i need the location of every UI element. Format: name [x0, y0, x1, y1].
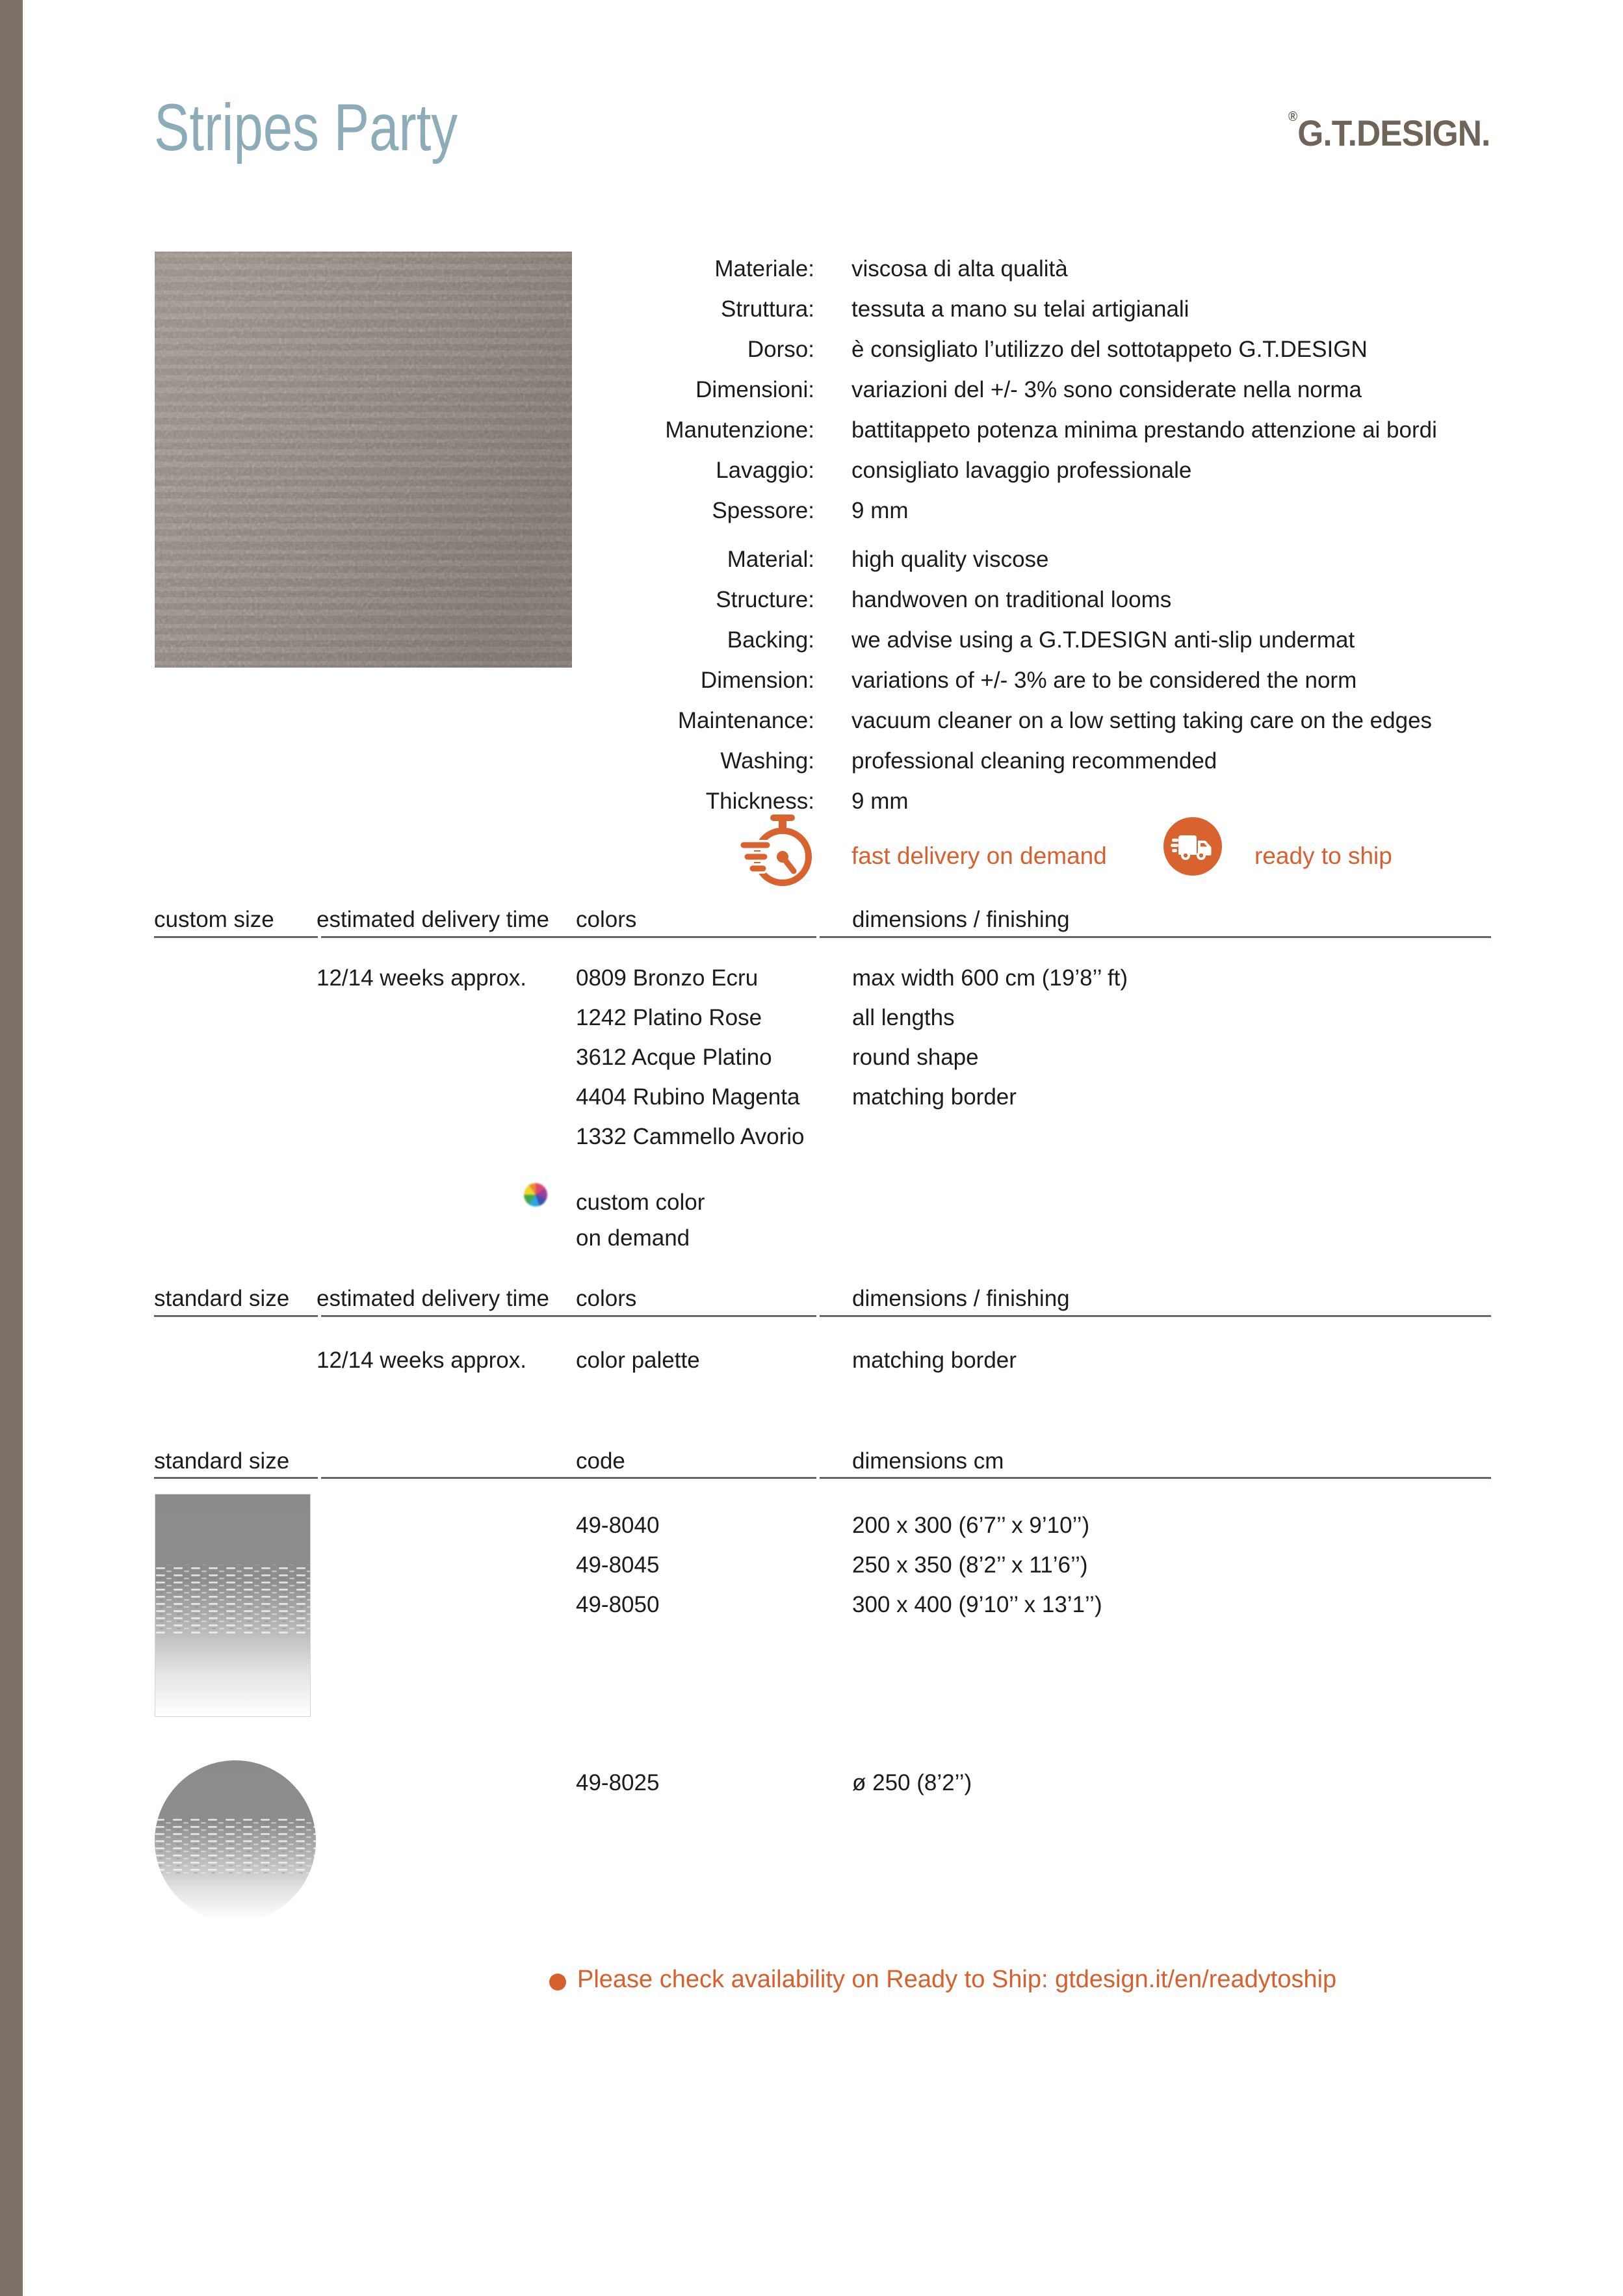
finishing-item: all lengths: [852, 1005, 955, 1030]
spec-row: Thickness: 9 mm: [705, 789, 909, 814]
color-item: 4404 Rubino Magenta: [576, 1084, 800, 1110]
spec-row: Spessore: 9 mm: [712, 498, 909, 523]
table-rule: [154, 1477, 1491, 1479]
header-colors: colors: [576, 1286, 637, 1311]
registered-mark: ®: [1288, 109, 1297, 124]
header-standard-size: standard size: [154, 1286, 290, 1311]
product-photo: [155, 252, 572, 668]
note-bullet-icon: [549, 1974, 566, 1990]
stopwatch-icon: [738, 811, 815, 891]
header-colors: colors: [576, 907, 637, 932]
left-accent-bar: [0, 0, 23, 2296]
header-standard-size: standard size: [154, 1448, 290, 1474]
spec-row: Dimension: variations of +/- 3% are to be considered the norm: [700, 668, 1357, 693]
header-dimensions-finishing: dimensions / finishing: [852, 1286, 1070, 1311]
round-dimension: ø 250 (8’2’’): [852, 1770, 972, 1795]
spec-row: Dorso: è consigliato l’utilizzo del sottotappeto G.T.DESIGN: [747, 337, 1368, 362]
color-item: 1242 Platino Rose: [576, 1005, 762, 1030]
code-item: 49-8045: [576, 1552, 660, 1578]
dimension-item: 250 x 350 (8’2’’ x 11’6’’): [852, 1552, 1088, 1578]
dimension-item: 300 x 400 (9’10’’ x 13’1’’): [852, 1592, 1102, 1617]
standard-colors: color palette: [576, 1348, 700, 1373]
color-item: 0809 Bronzo Ecru: [576, 965, 759, 991]
standard-finishing: matching border: [852, 1348, 1017, 1373]
size-dimensions: [852, 1506, 1102, 1624]
spec-row: Material: high quality viscose: [727, 547, 1049, 572]
spec-row: Materiale: viscosa di alta qualità: [714, 256, 1068, 281]
code-item: 49-8040: [576, 1513, 660, 1538]
ready-to-ship-icon: [1163, 817, 1222, 876]
custom-finishing-list: [852, 958, 1128, 1117]
page-title: Stripes Party: [154, 90, 458, 164]
color-item: 3612 Acque Platino: [576, 1045, 772, 1070]
specs-english: [624, 540, 1553, 822]
finishing-item: max width 600 cm (19’8’’ ft): [852, 965, 1128, 991]
header-custom-size: custom size: [154, 907, 274, 932]
table-rule: [154, 936, 1491, 938]
header-dimensions-cm: dimensions cm: [852, 1448, 1004, 1474]
header-estimated-delivery-time: estimated delivery time: [317, 907, 549, 932]
fast-delivery-label: fast delivery on demand: [851, 842, 1107, 869]
color-wheel-icon: [524, 1183, 547, 1207]
custom-colors-list: [576, 958, 805, 1156]
size-codes: [576, 1506, 659, 1624]
spec-row: Struttura: tessuta a mano su telai artigianali: [721, 296, 1189, 322]
spec-row: Dimensioni: variazioni del +/- 3% sono considerate nella norma: [695, 377, 1362, 402]
brand-name: G.T.DESIGN.: [1297, 112, 1490, 153]
rect-rug-swatch: [155, 1494, 311, 1717]
finishing-item: matching border: [852, 1084, 1017, 1110]
spec-row: Maintenance: vacuum cleaner on a low setting taking care on the edges: [677, 708, 1433, 733]
spec-row: Washing: professional cleaning recommended: [720, 748, 1217, 774]
dimension-item: 200 x 300 (6’7’’ x 9’10’’): [852, 1513, 1090, 1538]
carpet-weave-overlay: [155, 252, 572, 668]
round-rug-swatch: [155, 1760, 316, 1922]
spec-row: Backing: we advise using a G.T.DESIGN anti-slip undermat: [727, 627, 1355, 653]
specs-italian: [624, 249, 1553, 531]
code-item: 49-8050: [576, 1592, 660, 1617]
round-code: 49-8025: [576, 1770, 660, 1795]
color-item: 1332 Cammello Avorio: [576, 1124, 805, 1149]
header-estimated-delivery-time: estimated delivery time: [317, 1286, 549, 1311]
finishing-item: round shape: [852, 1045, 979, 1070]
brand-logo: [1288, 109, 1490, 154]
spec-row: Lavaggio: consigliato lavaggio professionale: [716, 458, 1192, 483]
header-dimensions-finishing: dimensions / finishing: [852, 907, 1070, 932]
readytoship-link[interactable]: gtdesign.it/en/readytoship: [1055, 1966, 1337, 1993]
custom-delivery-time: 12/14 weeks approx.: [317, 965, 526, 991]
ready-to-ship-label: ready to ship: [1254, 842, 1392, 869]
custom-color-note: custom color on demand: [576, 1190, 705, 1251]
availability-note: Please check availability on Ready to Ship: gtdesign.it/en/readytoship: [577, 1966, 1337, 1993]
table-rule: [154, 1315, 1491, 1317]
spec-row: Manutenzione: battitappeto potenza minima prestando attenzione ai bordi: [665, 417, 1437, 443]
spec-row: Structure: handwoven on traditional looms: [716, 587, 1172, 612]
standard-delivery-time: 12/14 weeks approx.: [317, 1348, 526, 1373]
header-code: code: [576, 1448, 625, 1474]
